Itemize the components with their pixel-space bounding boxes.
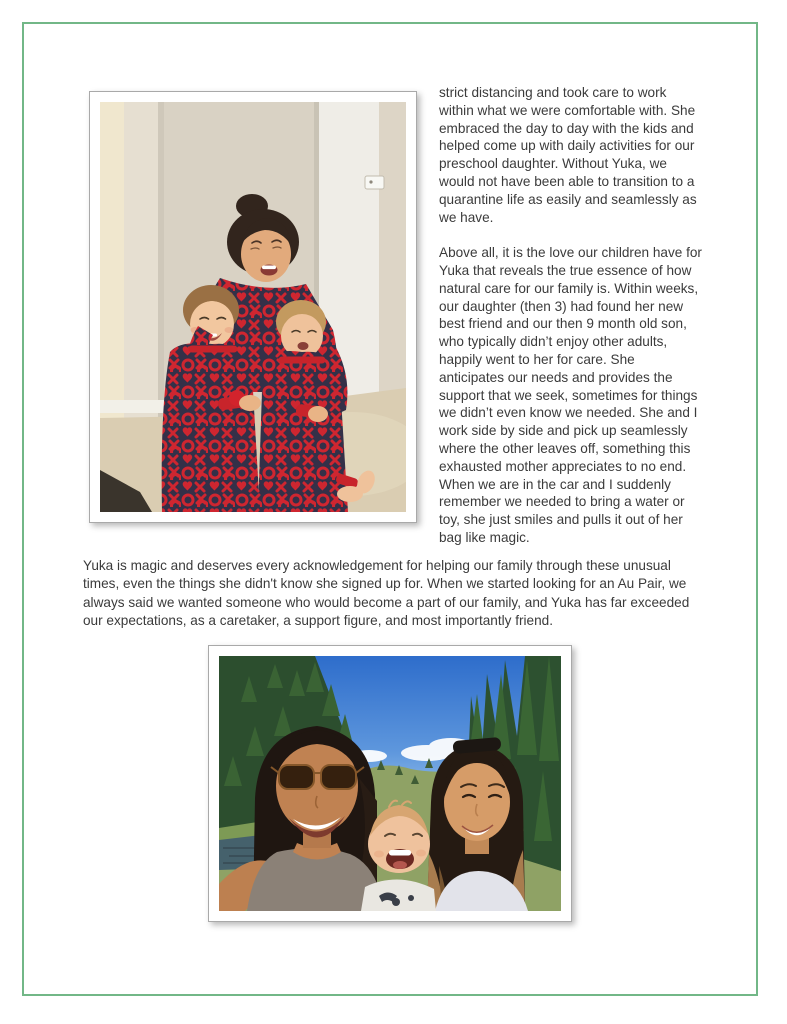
pajamas-photo-image <box>100 102 406 512</box>
outdoor-selfie-photo <box>208 645 572 922</box>
closing-paragraph: Yuka is magic and deserves every acknowledgement for helping our family through these unusual times, even the things she didn't know she signed up for. When we started looking for an Au Pair, we always said we wanted someone who would become a part of our family, and Yuka has far exceeded our expectations, as a caretaker, a support figure, and most importantly friend. <box>83 558 690 628</box>
paragraph-above-all: Above all, it is the love our children have for Yuka that reveals the true essence of how natural care for our family is. Within weeks, our daughter (then 3) had found her new best friend and our then 9 month old son, who typically didn’t enjoy other adults, happily went to her for care. She anticipates our needs and provides the support that we seek, sometimes for things we didn’t even know we needed. She and I work side by side and pick up seamlessly where the other leaves off, something this exhausted mother appreciates to no end. When we are in the car and I suddenly remember we needed to bring a water or toy, she just smiles and pulls it out of her bag like magic. <box>439 245 702 545</box>
paragraph-strict-distancing: strict distancing and took care to work within what we were comfortable with. She embraced the day to day with the kids and helped come up with daily activities for our preschool daughter. Without Yuka, we would not have been able to transition to a quarantine life as easily and seamlessly as we have. <box>439 85 697 225</box>
side-text-column <box>439 84 703 565</box>
outdoor-selfie-photo-image <box>219 656 561 911</box>
pajamas-photo <box>89 91 417 523</box>
